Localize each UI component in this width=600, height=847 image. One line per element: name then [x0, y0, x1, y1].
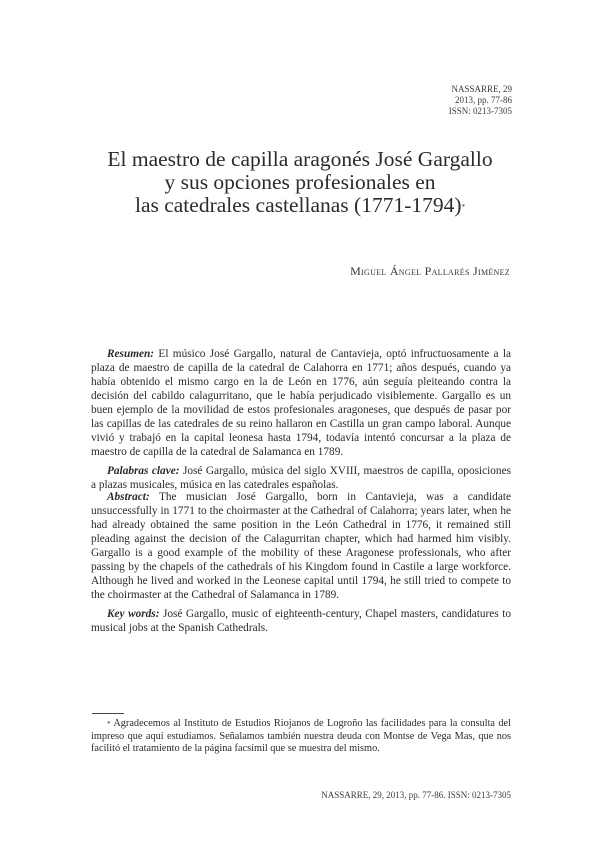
journal-pages: 2013, pp. 77-86 — [455, 95, 512, 105]
page-footer: NASSARRE, 29, 2013, pp. 77-86. ISSN: 0213-7305 — [321, 790, 511, 800]
abstract-paragraph — [91, 490, 511, 602]
resumen-paragraph — [91, 347, 511, 459]
abstract-text: The musician José Gargallo, born in Cantavieja, was a candidate unsuccessfully in 1771 to the choirmaster at the Cathedral of Calahorra; years later, when he had already obtained the same position in the León Cathedral in 1776, it remained still pleading against the decision of the Calagurritan chapter, which had harmed him visibly. Gargallo is a good example of the mobility of these Aragonese professionals, who after passing by the chapels of the cathedrals of his Kingdom found in Castile a large workforce. Although he lived and worked in the Leonese capital until 1794, he still tried to compete to the choirmaster at the Cathedral of Salamanca in 1789. — [91, 491, 511, 601]
journal-issn: ISSN: 0213-7305 — [448, 106, 512, 116]
footnote-paragraph — [91, 718, 511, 756]
abstract-label: Abstract: — [107, 491, 150, 503]
resumen-text: El músico José Gargallo, natural de Cantavieja, optó infructuosamente a la plaza de maestro de capilla de la catedral de Calahorra en 1771; años después, cuando ya había obtenido el mismo cargo en la de León en 1776, aún seguía pleiteando contra la decisión del cabildo calagurritano, que le había perjudicado visiblemente. Gargallo es un buen ejemplo de la movilidad de estos profesionales aragoneses, que después de pasar por las capillas de las catedrales de su reino hallaron en Castilla un gran campo laboral. Aunque vivió y trabajó en la capital leonesa hasta 1794, todavía intentó concursar a la plaza de maestro de capilla de la catedral de Salamanca en 1789. — [91, 348, 511, 458]
title-line-3: las catedrales castellanas (1771-1794) — [134, 193, 462, 217]
title-footnote-mark[interactable]: * — [461, 203, 466, 211]
resumen-section — [91, 347, 511, 492]
palabras-clave-text: José Gargallo, música del siglo XVIII, maestros de capilla, oposiciones a plazas musicales, música en las catedrales españolas. — [91, 465, 511, 491]
abstract-section — [91, 490, 511, 635]
title-line-1: El maestro de capilla aragonés José Gargallo — [107, 147, 493, 171]
palabras-clave-label: Palabras clave: — [107, 465, 180, 477]
key-words-text: José Gargallo, music of eighteenth-century, Chapel masters, candidatures to musical jobs at the Spanish Cathedrals. — [91, 608, 511, 634]
resumen-label: Resumen: — [107, 348, 155, 360]
footnote-text: Agradecemos al Instituto de Estudios Riojanos de Logroño las facilidades para la consulta del impreso que aquí estudiamos. Señalamos también nuestra deuda con Montse de Vega Mas, que nos facilitó el tratamiento de la página facsímil que se muestra del mismo. — [91, 718, 511, 754]
journal-name: NASSARRE, 29 — [451, 84, 512, 94]
key-words-paragraph — [91, 607, 511, 635]
journal-header — [449, 84, 512, 117]
palabras-clave-paragraph — [91, 464, 511, 492]
footnote-mark: * — [107, 720, 111, 728]
key-words-label: Key words: — [107, 608, 160, 620]
title-line-2: y sus opciones profesionales en — [164, 170, 436, 194]
author-name: Miguel Ángel Pallarés Jiménez — [350, 264, 510, 278]
footnote-rule — [92, 713, 124, 714]
footnote — [91, 718, 511, 756]
article-title — [60, 148, 540, 217]
